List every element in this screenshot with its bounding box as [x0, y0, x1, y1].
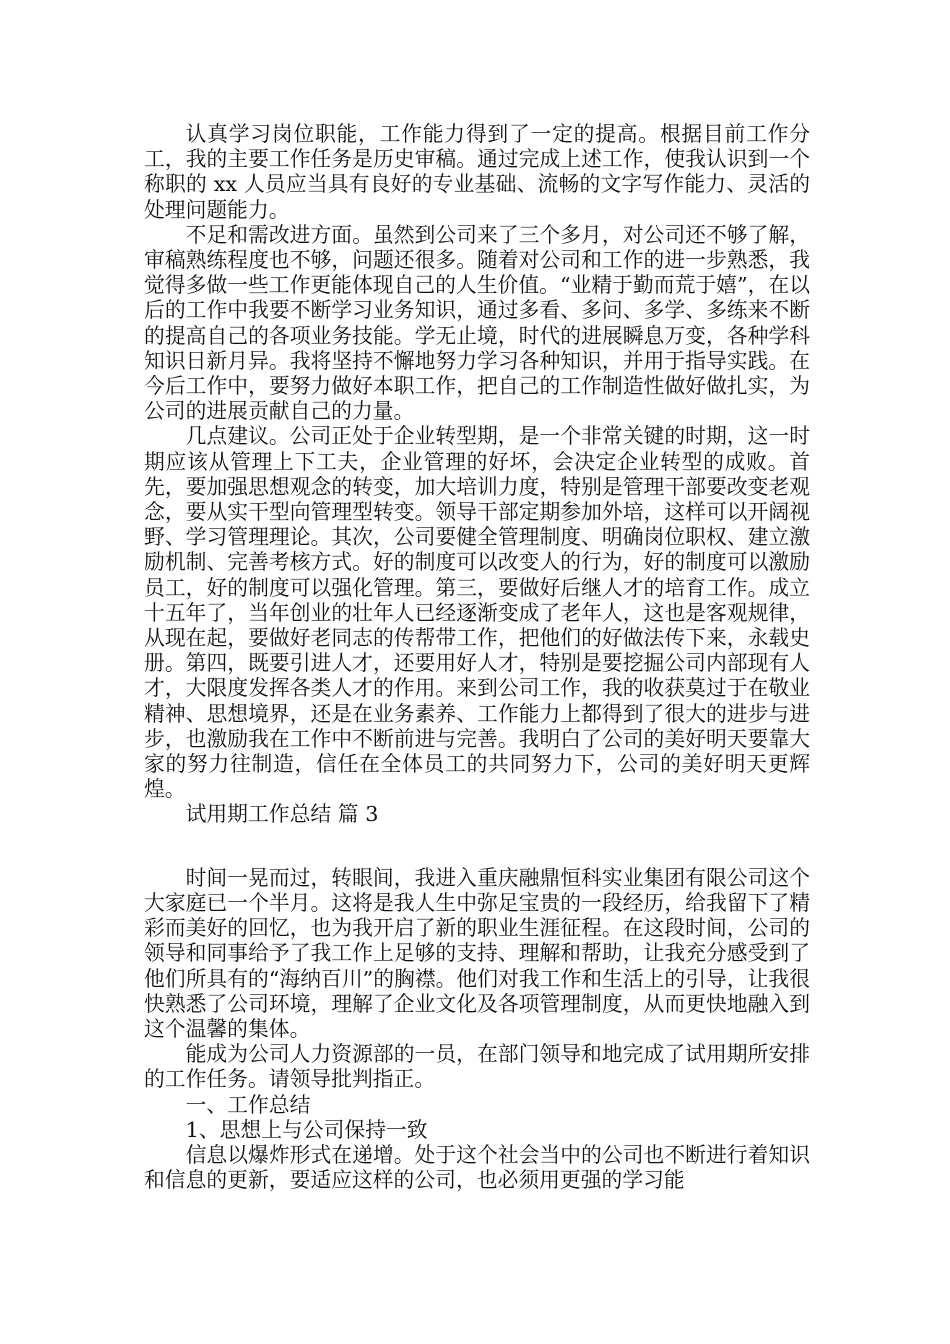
heading-work-summary: 一、工作总结 [185, 1092, 311, 1117]
paragraph-hr-role: 能成为公司人力资源部的一员，在部门领导和地完成了试用期所安排的工作任务。请领导批判指正。 [144, 1042, 810, 1092]
paragraph-intro: 时间一晃而过，转眼间，我进入重庆融鼎恒科实业集团有限公司这个大家庭已一个半月。这将是我人生中弥足宝贵的一段经历，给我留下了精彩而美好的回忆，也为我开启了新的职业生涯征程。在这段时间，公司的领导和同事给予了我工作上足够的支持、理解和帮助，让我充分感受到了他们所具有的“海纳百川”的胸襟。他们对我工作和生活上的引导，让我很快熟悉了公司环境，理解了企业文化及各项管理制度，从而更快地融入到这个温馨的集体。 [144, 865, 810, 1041]
document-body [144, 122, 810, 1193]
section-title: 试用期工作总结 篇 3 [185, 802, 379, 827]
heading-thinking: 1、思想上与公司保持一致 [185, 1117, 428, 1142]
paragraph-improvements: 不足和需改进方面。虽然到公司来了三个多月，对公司还不够了解，审稿熟练程度也不够，问题还很多。随着对公司和工作的进一步熟悉，我觉得多做一些工作更能体现自己的人生价值。“业精于勤而荒于嬉”，在以后的工作中我要不断学习业务知识，通过多看、多问、多学、多练来不断的提高自己的各项业务技能。学无止境，时代的进展瞬息万变，各种学科知识日新月异。我将坚持不懈地努力学习各种知识，并用于指导实践。在今后工作中，要努力做好本职工作，把自己的工作制造性做好做扎实，为公司的进展贡献自己的力量。 [144, 222, 810, 424]
paragraph-job-duties: 认真学习岗位职能，工作能力得到了一定的提高。根据目前工作分工，我的主要工作任务是历史审稿。通过完成上述工作，使我认识到一个称职的 xx 人员应当具有良好的专业基础、流畅的文字写作能力、灵活的处理问题能力。 [144, 122, 810, 222]
paragraph-suggestions: 几点建议。公司正处于企业转型期，是一个非常关键的时期，这一时期应该从管理上下工夫，企业管理的好坏，会决定企业转型的成败。首先，要加强思想观念的转变，加大培训力度，特别是管理干部要改变老观念，要从实干型向管理型转变。领导干部定期参加外培，这样可以开阔视野、学习管理理论。其次，公司要健全管理制度、明确岗位职权、建立激励机制、完善考核方式。好的制度可以改变人的行为，好的制度可以激励员工，好的制度可以强化管理。第三，要做好后继人才的培育工作。成立十五年了，当年创业的壮年人已经逐渐变成了老年人，这也是客观规律，从现在起，要做好老同志的传帮带工作，把他们的好做法传下来，永载史册。第四，既要引进人才，还要用好人才，特别是要挖掘公司内部现有人才，大限度发挥各类人才的作用。来到公司工作，我的收获莫过于在敬业精神、思想境界，还是在业务素养、工作能力上都得到了很大的进步与进步，也激励我在工作中不断前进与完善。我明白了公司的美好明天要靠大家的努力往制造，信任在全体员工的共同努力下，公司的美好明天更辉煌。 [144, 424, 810, 802]
paragraph-information: 信息以爆炸形式在递增。处于这个社会当中的公司也不断进行着知识和信息的更新，要适应这样的公司，也必须用更强的学习能 [144, 1142, 810, 1193]
section-spacer [144, 828, 810, 866]
